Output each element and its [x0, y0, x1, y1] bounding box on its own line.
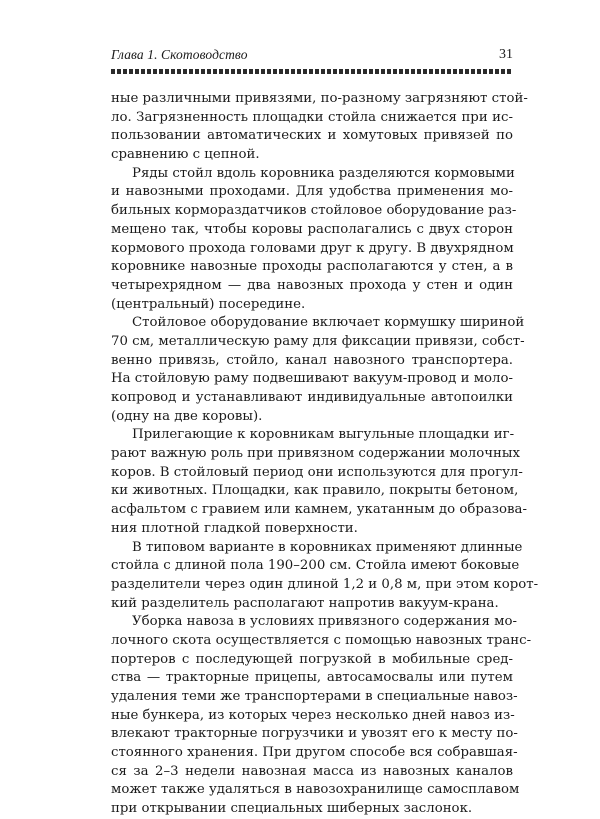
text-line: ния плотной гладкой поверхности. [111, 520, 358, 536]
text-line: лочного скота осуществляется с помощью навозных транс- [111, 632, 532, 648]
text-line: Ряды стойл вдоль коровника разделяются кормовыми [132, 165, 515, 181]
text-line: удаления теми же транспортерами в специальные навоз- [111, 689, 518, 704]
text-line: ства — тракторные прицепы, автосамосвалы или путем [111, 670, 513, 686]
text-line: при открывании специальных шиберных заслонок. [111, 801, 473, 817]
text-line: копровод и устанавливают индивидуальные автопоилки [111, 390, 513, 405]
text-line: асфальтом с гравием или камнем, укатанным до образова- [111, 502, 527, 518]
text-line: стоянного хранения. При другом способе вся собравшая- [111, 745, 518, 761]
text-line: На стойловую раму подвешивают вакуум-провод и моло- [111, 371, 513, 387]
paragraph [111, 165, 517, 315]
text-line: 70 см, металлическую раму для фиксации привязи, собст- [111, 333, 525, 349]
text-line: ло. Загрязненность площадки стойла снижается при ис- [111, 109, 513, 125]
paragraph [111, 426, 527, 538]
text-line: Стойловое оборудование включает кормушку шириной [132, 315, 525, 331]
text-line: и навозными проходами. Для удобства применения мо- [111, 184, 513, 200]
text-line: может также удаляться в навозохранилище самосплавом [111, 782, 520, 798]
page-number: 31 [499, 47, 513, 62]
text-line: ные различными привязями, по-разному загрязняют стой- [111, 91, 528, 106]
paragraph [111, 90, 528, 165]
running-header [111, 47, 513, 67]
text-line: ся за 2–3 недели навозная масса из навозных каналов [111, 763, 513, 779]
paragraph [111, 539, 539, 614]
chapter-title: Глава 1. Скотоводство [111, 47, 248, 62]
text-line: Прилегающие к коровникам выгульные площадки иг- [132, 427, 515, 443]
text-line: Уборка навоза в условиях привязного содержания мо- [132, 614, 517, 630]
text-line: (центральный) посередине. [111, 296, 306, 312]
text-line: портеров с последующей погрузкой в мобильные сред- [111, 651, 513, 667]
text-line: кормового прохода головами друг к другу. В двухрядном [111, 240, 514, 256]
text-line: ки животных. Площадки, как правило, покрыты бетоном, [111, 483, 519, 499]
text-line: пользовании автоматических и хомутовых привязей по [111, 128, 513, 144]
paragraph [111, 314, 525, 426]
text-line: мещено так, чтобы коровы располагались с двух сторон [111, 221, 513, 237]
header-rule [111, 69, 513, 74]
paragraph [111, 613, 532, 819]
text-line: сравнению с цепной. [111, 147, 260, 163]
text-line: венно привязь, стойло, канал навозного транспортера. [111, 352, 513, 368]
text-line: четырехрядном — два навозных прохода у стен и один [111, 277, 513, 293]
body-text [111, 90, 539, 819]
text-line: кий разделитель располагают напротив вакуум-крана. [111, 595, 499, 611]
text-line: (одну на две коровы). [111, 408, 263, 424]
text-line: бильных кормораздатчиков стойловое оборудование раз- [111, 203, 517, 219]
text-line: ные бункера, из которых через несколько дней навоз из- [111, 707, 515, 723]
text-line: В типовом варианте в коровниках применяют длинные [132, 539, 523, 555]
text-line: стойла с длиной пола 190–200 см. Стойла имеют боковые [111, 558, 520, 574]
text-line: разделители через один длиной 1,2 и 0,8 м, при этом корот- [111, 576, 539, 592]
text-line: рают важную роль при привязном содержании молочных [111, 446, 520, 462]
text-line: коров. В стойловый период они используются для прогул- [111, 464, 523, 480]
text-line: влекают тракторные погрузчики и увозят его к месту по- [111, 726, 518, 742]
text-line: коровнике навозные проходы располагаются у стен, а в [111, 259, 513, 275]
